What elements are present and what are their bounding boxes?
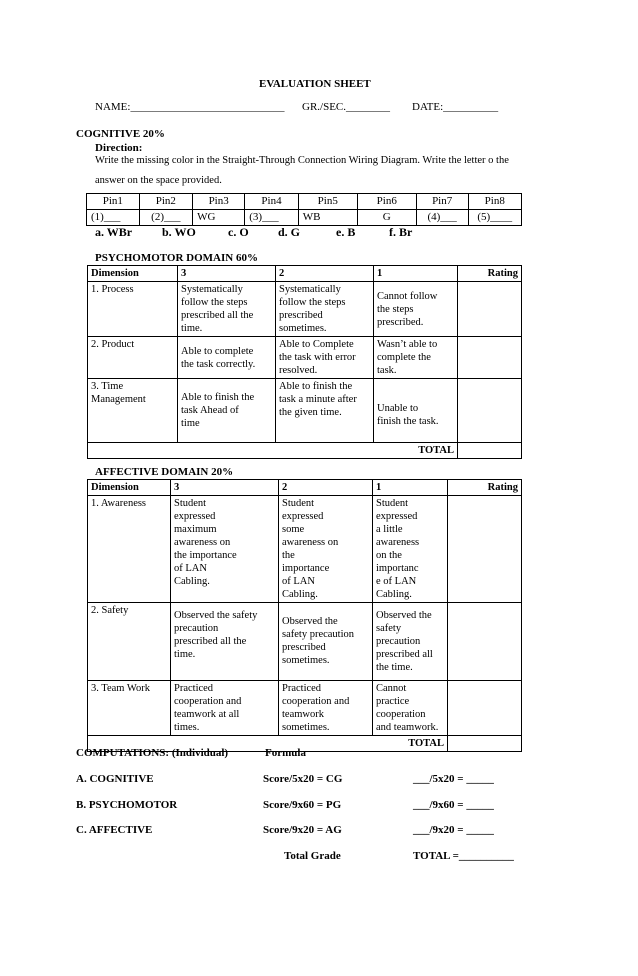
col-3: 3 [171, 480, 279, 496]
total-label: TOTAL [88, 736, 448, 752]
affective-blank: ___/9x20 = _____ [413, 824, 494, 836]
rating-cell[interactable] [448, 603, 522, 681]
pin-value: G [357, 210, 416, 226]
score1-cell: Cannot practice cooperation and teamwork. [373, 681, 448, 736]
dimension-cell: 2. Product [88, 337, 178, 379]
psychomotor-header-row [88, 266, 522, 282]
rating-cell[interactable] [448, 496, 522, 603]
affective-table [87, 479, 522, 752]
cognitive-heading: COGNITIVE 20% [76, 128, 165, 140]
pin-header: Pin5 [298, 194, 357, 210]
affective-heading: AFFECTIVE DOMAIN 20% [95, 466, 234, 478]
score3-cell: Able to finish the task Ahead of time [178, 379, 276, 443]
direction-text-2: answer on the space provided. [95, 175, 222, 186]
score1-cell: Student expressed a little awareness on the importanc e of LAN Cabling. [373, 496, 448, 603]
table-row [88, 496, 522, 603]
table-row [88, 681, 522, 736]
score3-cell: Able to complete the task correctly. [178, 337, 276, 379]
choice-f: f. Br [389, 225, 413, 239]
score2-cell: Able to finish the task a minute after the given time. [276, 379, 374, 443]
pin-value: (2)___ [139, 210, 192, 226]
affective-formula: Score/9x20 = AG [263, 824, 342, 836]
score2-cell: Observed the safety precaution prescribed sometimes. [279, 603, 373, 681]
pin-header: Pin7 [416, 194, 468, 210]
formula-label: Formula [265, 747, 306, 759]
pin-table [86, 193, 522, 226]
table-row [88, 603, 522, 681]
score1-cell: Unable to finish the task. [374, 379, 458, 443]
pin-value: (4)___ [416, 210, 468, 226]
choice-a: a. WBr [95, 225, 133, 239]
pin-header: Pin1 [87, 194, 140, 210]
pin-value-row [87, 210, 522, 226]
score2-cell: Practiced cooperation and teamwork sometimes. [279, 681, 373, 736]
total-label: TOTAL [88, 443, 458, 459]
table-row [88, 282, 522, 337]
dimension-cell: 3. Team Work [88, 681, 171, 736]
dimension-cell: 3. Time Management [88, 379, 178, 443]
score1-cell: Wasn’t able to complete the task. [374, 337, 458, 379]
col-3: 3 [178, 266, 276, 282]
pin-value: (3)___ [245, 210, 298, 226]
col-1: 1 [374, 266, 458, 282]
psychomotor-heading: PSYCHOMOTOR DOMAIN 60% [95, 252, 258, 264]
choice-d: d. G [278, 225, 301, 239]
rating-cell[interactable] [448, 681, 522, 736]
cognitive-label: A. COGNITIVE [76, 773, 154, 785]
score2-cell: Able to Complete the task with error resolved. [276, 337, 374, 379]
total-cell[interactable] [458, 443, 522, 459]
grade-section-field: GR./SEC.________ [302, 101, 391, 113]
total-grade-label: Total Grade [284, 850, 341, 862]
pin-value: (5)____ [468, 210, 521, 226]
computations-heading: COMPUTATIONS: (Individual) [76, 747, 229, 759]
col-1: 1 [373, 480, 448, 496]
psychomotor-blank: ___/9x60 = _____ [413, 799, 494, 811]
dimension-cell: 2. Safety [88, 603, 171, 681]
choice-e: e. B [336, 225, 356, 239]
cognitive-formula: Score/5x20 = CG [263, 773, 343, 785]
pin-header: Pin2 [139, 194, 192, 210]
col-2: 2 [276, 266, 374, 282]
pin-header: Pin3 [193, 194, 245, 210]
score2-cell: Systematically follow the steps prescribed sometimes. [276, 282, 374, 337]
pin-value: WG [193, 210, 245, 226]
pin-value: (1)___ [87, 210, 140, 226]
psychomotor-label: B. PSYCHOMOTOR [76, 799, 178, 811]
dimension-cell: 1. Process [88, 282, 178, 337]
affective-header-row [88, 480, 522, 496]
date-field: DATE:__________ [412, 101, 499, 113]
dimension-cell: 1. Awareness [88, 496, 171, 603]
col-2: 2 [279, 480, 373, 496]
cognitive-blank: ___/5x20 = _____ [413, 773, 494, 785]
rating-cell[interactable] [458, 379, 522, 443]
total-row [88, 443, 522, 459]
col-rating: Rating [458, 266, 522, 282]
affective-label: C. AFFECTIVE [76, 824, 153, 836]
score1-cell: Observed the safety precaution prescribed all the time. [373, 603, 448, 681]
psychomotor-table [87, 265, 522, 459]
score3-cell: Systematically follow the steps prescribed all the time. [178, 282, 276, 337]
pin-header: Pin6 [357, 194, 416, 210]
pin-value: WB [298, 210, 357, 226]
direction-label: Direction: [95, 142, 143, 154]
table-row [88, 337, 522, 379]
pin-header: Pin8 [468, 194, 521, 210]
table-row [88, 379, 522, 443]
score3-cell: Student expressed maximum awareness on the importance of LAN Cabling. [171, 496, 279, 603]
name-field: NAME:____________________________ [95, 101, 285, 113]
col-rating: Rating [448, 480, 522, 496]
direction-text-1: Write the missing color in the Straight-Through Connection Wiring Diagram. Write the letter o the [95, 155, 509, 166]
score3-cell: Observed the safety precaution prescribed all the time. [171, 603, 279, 681]
page-title: EVALUATION SHEET [259, 78, 371, 90]
choice-b: b. WO [162, 225, 196, 239]
col-dimension: Dimension [88, 266, 178, 282]
total-cell[interactable] [448, 736, 522, 752]
pin-header-row [87, 194, 522, 210]
score3-cell: Practiced cooperation and teamwork at all times. [171, 681, 279, 736]
col-dimension: Dimension [88, 480, 171, 496]
score2-cell: Student expressed some awareness on the importance of LAN Cabling. [279, 496, 373, 603]
rating-cell[interactable] [458, 282, 522, 337]
score1-cell: Cannot follow the steps prescribed. [374, 282, 458, 337]
choice-c: c. O [228, 225, 249, 239]
total-grade-blank: TOTAL =__________ [413, 850, 514, 862]
rating-cell[interactable] [458, 337, 522, 379]
pin-header: Pin4 [245, 194, 298, 210]
psychomotor-formula: Score/9x60 = PG [263, 799, 342, 811]
